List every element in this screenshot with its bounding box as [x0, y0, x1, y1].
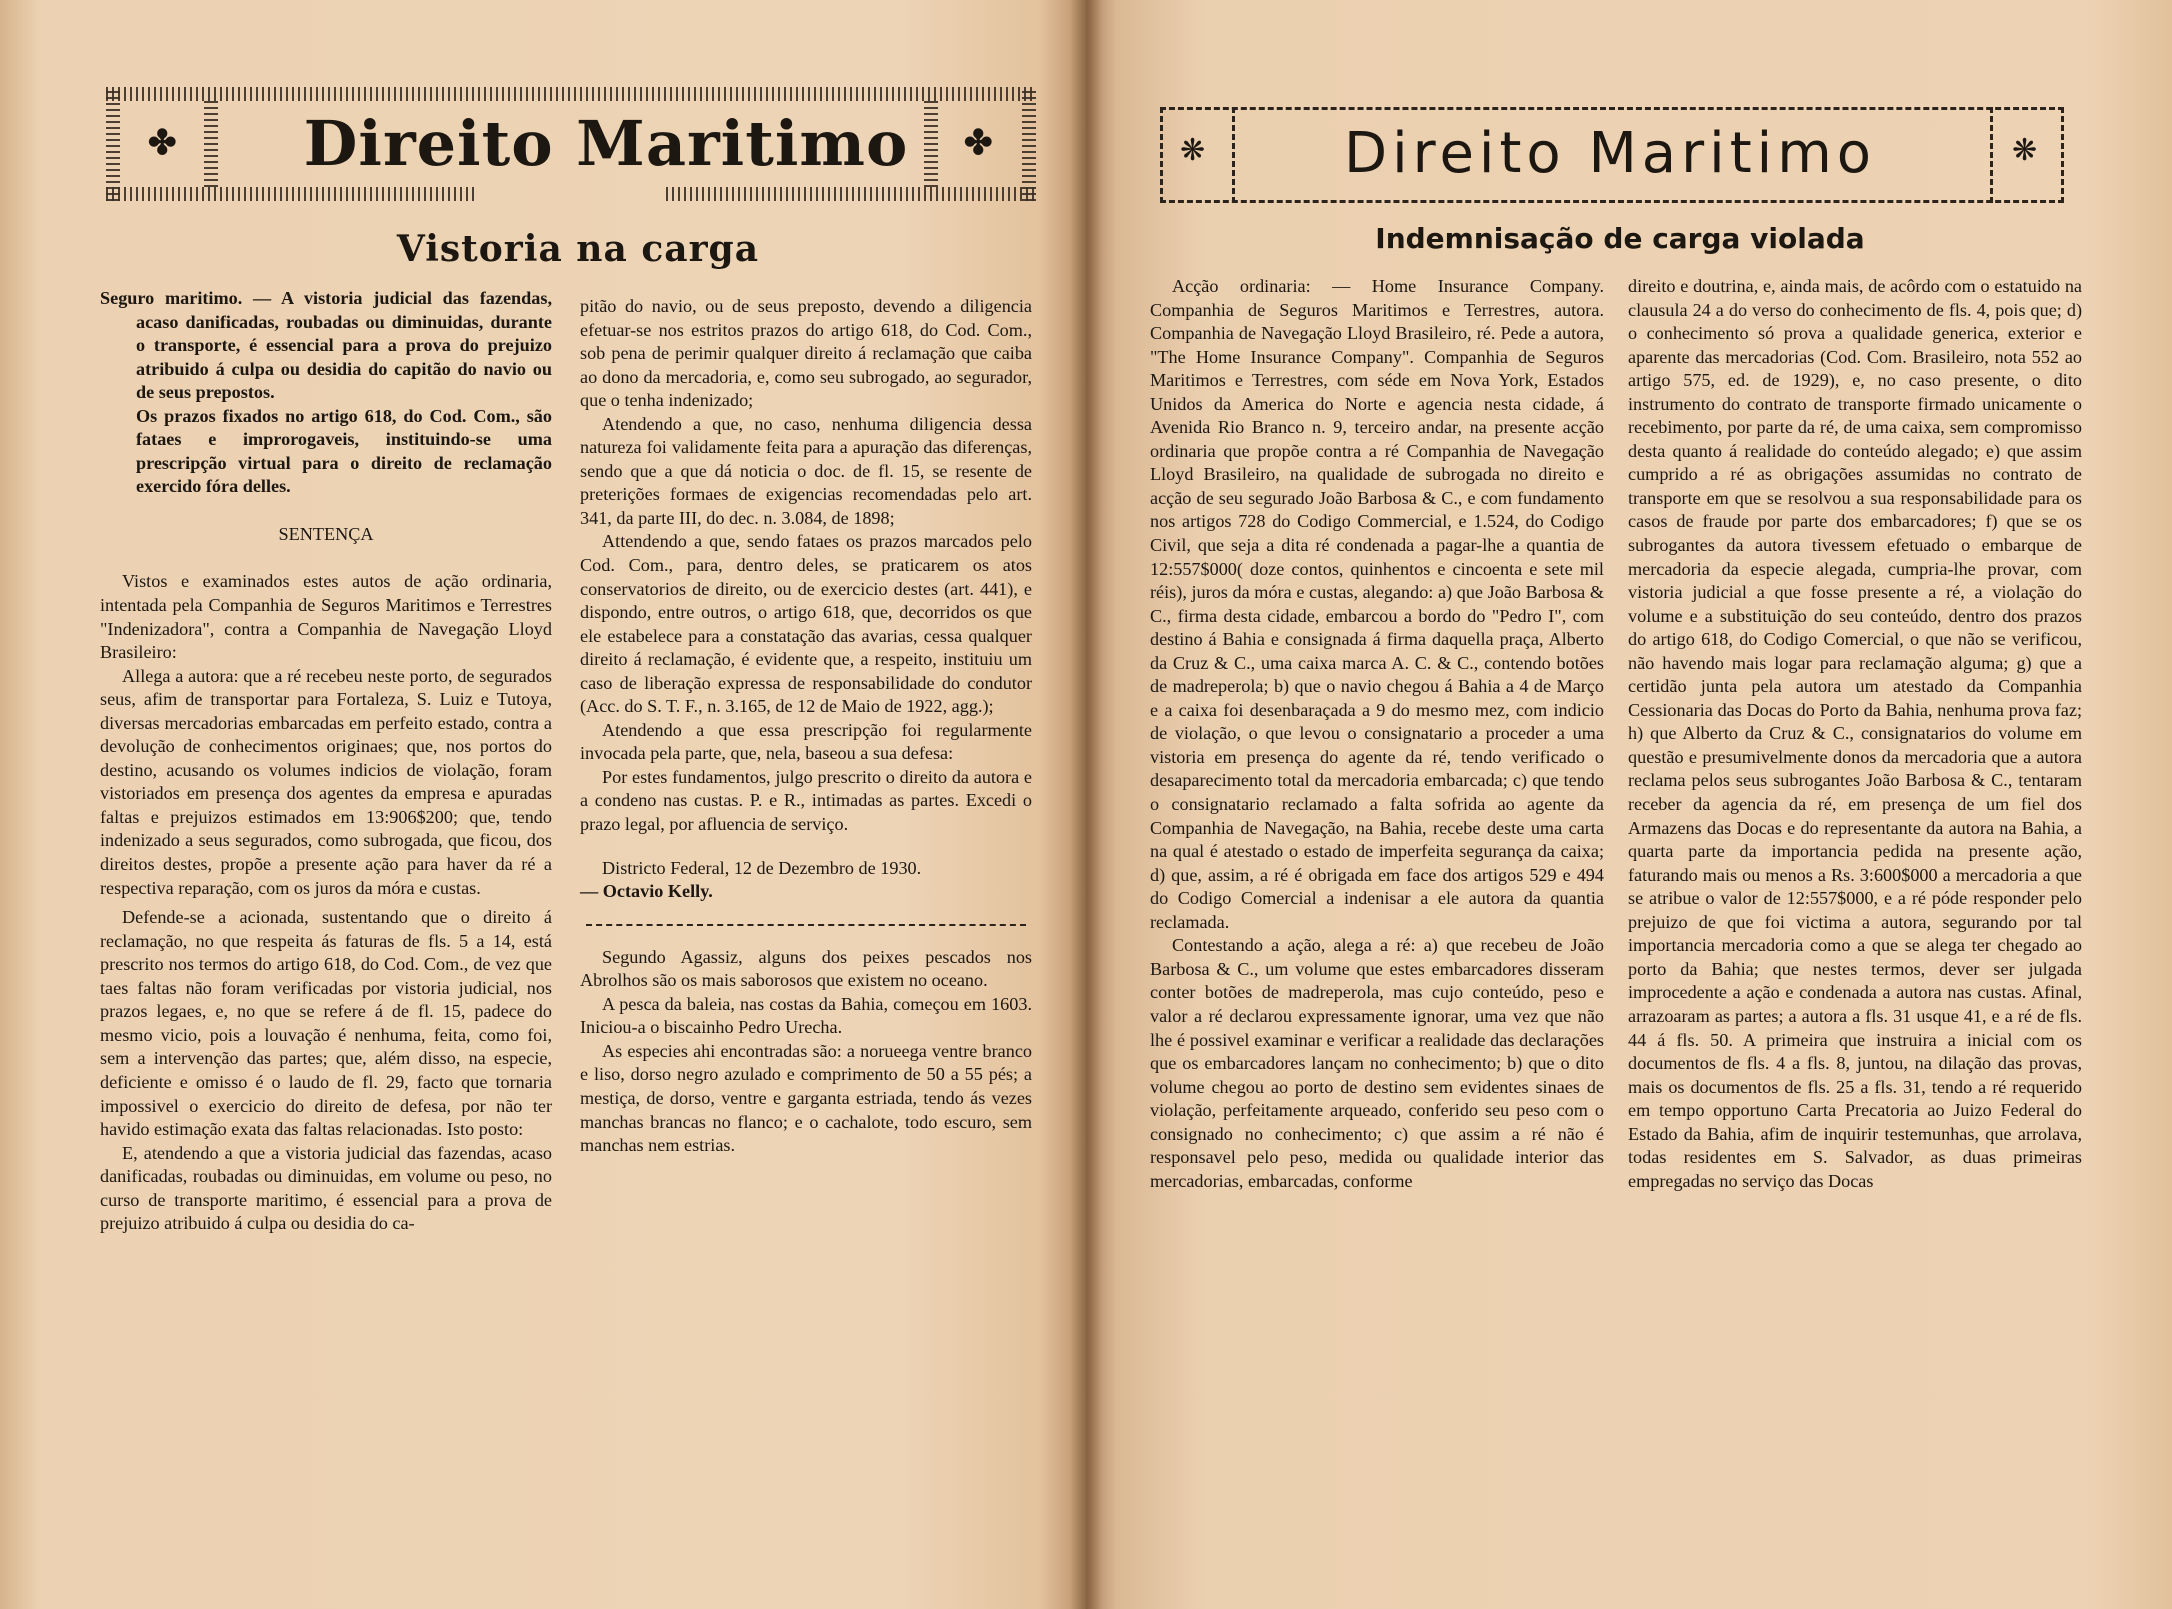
book-gutter [1070, 0, 1102, 1609]
paragraph: Acção ordinaria: — Home Insurance Company. Companhia de Seguros Maritimos e Terrestres, autora. Companhia de Navegação Lloyd Brasileiro, ré. Pede a autora, "The Home Insurance Company". Companhia de Seguros Maritimos e Terrestres, com séde em Nova York, Estados Unidos da America do Norte e agencia nesta cidade, á Avenida Rio Branco n. 9, terceiro andar, na presente acção ordinaria que propõe contra a ré Companhia de Navegação Lloyd Brasileiro, na qualidade de subrogada no direito e acção de seu segurado João Barbosa & C., e com fundamento nos artigos 728 do Codigo Commercial, e 1.524, do Codigo Civil, que seja a dita ré condenada a pagar-lhe a quantia de 12:557$000( doze contos, quinhentos e cincoenta e sete mil réis), juros da móra e custas, alegando: a) que João Barbosa & C., firma desta cidade, embarcou a bordo do "Pedro I", com destino á Bahia e consignada á firma daquella praça, Alberto da Cruz & C., uma caixa marca A. C. & C., contendo botões de madreperola; b) que o navio chegou á Bahia a 4 de Março e a caixa foi desenbaraçada a 9 do mesmo mez, com indicio de violação, o que levou o consignatario a proceder a uma vistoria em presença do agente da ré, tendo verificado o desaparecimento total da mercadoria embarcada; c) que tendo o consignatario reclamado a falta sofrida ao agente da Companhia de Navegação, na Bahia, recebe deste uma carta na qual é atestado o estado de imperfeita segurança da caixa; d) que, assim, a ré é obrigada em face dos artigos 529 e 494 do Codigo Comercial a indenisar a ele autora da quantia reclamada. [1150, 276, 1604, 932]
dashed-border-top [1160, 107, 2064, 110]
dashed-border-right [2061, 107, 2064, 203]
paragraph: Contestando a ação, alega a ré: a) que recebeu de João Barbosa & C., um volume que estes embarcadores disseram conter botões de madreperola, mas cujo conteúdo, peso e valor a ré declarou expressamente ignorar, uma vez que não lhe é possivel examinar e verificar a realidade das declarações que os embarcadores lançam no conhecimento; b) que o dito volume chegou ao porto de destino sem evidentes sinaes de violação, perfeitamente arqueado, conferido seu peso com o consignado no conhecimento; c) que assim a ré não é responsavel pelo peso, medida ou qualidade interior das mercadorias, embarcadas, conforme [1150, 935, 1604, 1191]
dashed-divider-left [1232, 107, 1235, 203]
paragraph: Atendendo a que essa prescripção foi regularmente invocada pela parte, que, nela, baseou a sua defesa: [580, 719, 1032, 764]
flower-ornament-icon: ✤ [148, 125, 177, 162]
signature-name: — Octavio Kelly. [580, 881, 713, 902]
left-column-1 [100, 287, 552, 1236]
paragraph: direito e doutrina, e, ainda mais, de acôrdo com o estatuido na clausula 24 a do verso do conhecimento de fls. 4, pois que; d) o conhecimento só prova a qualidade generica, exterior e aparente das mercadorias (Cod. Com. Brasileiro, nota 552 ao artigo 575, ed. de 1929), e, no caso presente, o dito instrumento do contrato de transporte firmado unicamente o recebimento, por parte da ré, de uma caixa, sem compromisso desta quanto á realidade do conteúdo alegado; e) que assim cumprido a ré as obrigações assumidas no contrato de transporte em que se resolvou a sua responsabilidade para os casos de fraude por parte dos embarcadores; f) que se os subrogantes da autora tivessem efetuado o embarque de mercadoria da especie alegada, cumpria-lhe provar, com vistoria judicial a que fosse presente a ré, a violação do volume e a substituição do seu conteúdo, dentro dos prazos do artigo 618, do Codigo Comercial, o que não se verificou, não havendo mais logar para reclamação alguma; g) que a certidão junta pela autora um atestado da Companhia Cessionaria das Docas do Porto da Bahia, nenhuma prova faz; h) que Alberto da Cruz & C., consignatarios do volume em questão e presumivelmente donos da mercadoria que a autora reclama pelos seus subrogantes João Barbosa & C., tentaram receber da agencia da ré, em presença de um fiel dos Armazens das Docas e do representante da autora na Bahia, a quarta parte da importancia pedida na presente ação, faturando mais ou menos a Rs. 3:600$000 a mercadoria a que se atribue o valor de 12:557$000, e a ré póde responder pelo prejuizo de que foi victima a autora, segurando por tal importancia mercadoria como a que se alega ter chegado ao porto da Bahia; que nestes termos, dever ser julgada improcedente a ação e condenada a autora nas custas. Afinal, arrazoaram as partes; a autora a fls. 31 usque 41, e a ré de fls. 44 á fls. 50. A primeira que instruira a inicial com os documentos de fls. 4 a fls. 8, juntou, na dilação das provas, mais os documentos de fls. 25 a fls. 31, tendo a ré requerido em tempo opportuno Carta Precatoria ao Juizo Federal do Estado da Bahia, afim de inquirir testemunhas, que arrolava, todas residentes em S. Salvador, as duas primeiras empregadas no serviço das Docas [1628, 276, 2082, 1191]
paragraph: pitão do navio, ou de seus preposto, devendo a diligencia efetuar-se nos estritos prazos do artigo 618, do Cod. Com., sob pena de perimir qualquer direito á reclamação que caiba ao dono da mercadoria, e, como seu subrogado, ao segurador, que o tenha indenizado; [580, 296, 1032, 411]
paragraph: Defende-se a acionada, sustentando que o direito á reclamação, no que respeita ás faturas de fls. 5 a 14, está prescrito nos termos do artigo 618, do Cod. Com., de vez que taes faltas não foram verificadas por vistoria judicial, nos prazos legaes, e, no que se refere á de fl. 15, padece do mesmo vicio, pois a louvação é nenhuma, feita, como foi, sem a intervenção das partes; que, além disso, na especie, deficiente e omisso é o laudo de fl. 29, facto que tornaria impossivel o exercicio do direito de defesa, por não ter havido estimação exata das faltas relacionadas. Isto posto: [100, 907, 552, 1140]
article-title: Vistoria na carga [396, 228, 760, 270]
left-column-2 [580, 295, 1032, 1158]
asterisk-ornament-icon: ❋ [2012, 134, 2038, 167]
paragraph: E, atendendo a que a vistoria judicial das fazendas, acaso danificadas, roubadas ou diminuidas, em volume ou peso, no curso de transporte maritimo, é essencial para a prova de prejuizo atribuido á culpa ou desidia do ca- [100, 1142, 552, 1234]
summary-paragraph: Seguro maritimo. — A vistoria judicial das fazendas, acaso danificadas, roubadas ou diminuidas, durante o transporte, é essencial para a prova do prejuizo atribuido á culpa ou desidia do capitão do navio ou de seus prepostos. [100, 288, 552, 403]
paragraph: Allega a autora: que a ré recebeu neste porto, de segurados seus, afim de transportar para Fortaleza, S. Luiz e Tutoya, diversas mercadorias embarcadas em perfeito estado, contra a devolução de conhecimentos originaes; que, nos portos do destino, acusando os volumes indicios de violação, foram vistoriados em presença dos agentes da empresa e apuradas faltas e prejuizos estimados em 13:906$200; que, tendo indenizado a seus segurados, como subrogada, que ficou, dos direitos destes, propõe a presente ação para haver da ré a respectiva reparação, com os juros da móra e custas. [100, 665, 552, 898]
signature-place: Districto Federal, 12 de Dezembro de 1930. [602, 857, 922, 878]
left-header-banner [106, 87, 1036, 207]
asterisk-ornament-icon: ❋ [1180, 134, 1206, 167]
section-header: Direito Maritimo [1343, 121, 1877, 186]
paragraph: Attendendo a que, sendo fataes os prazos marcados pelo Cod. Com., para, dentro deles, se praticarem os atos conservatorios de direito, ou de exercicio destes (art. 441), e dispondo, entre outros, o artigo 618, que, decorridos os que ele estabelece para a constatação das avarias, cessa qualquer direito á reclamação, é evidente que, a respeito, instituiu um caso de liberação expressa de responsabilidade do condutor (Acc. do S. T. F., n. 3.165, de 12 de Maio de 1922, agg.); [580, 531, 1032, 717]
dashed-divider [586, 924, 1026, 926]
right-column-1 [1150, 275, 1604, 1193]
meander-border-bottom-left [106, 187, 476, 201]
section-header: Direito Maritimo [303, 107, 909, 180]
dashed-border-left [1160, 107, 1163, 203]
meander-border-right [1022, 87, 1036, 201]
paragraph: As especies ahi encontradas são: a norueega ventre branco e liso, dorso negro azulado e comprimento de 50 a 55 pés; a mestiça, de dorso, ventre e garganta estriada, tendo ás vezes manchas brancas no flanco; e o cachalote, todo escuro, sem manchas nem estrias. [580, 1040, 1032, 1156]
dashed-border-bottom [1160, 200, 2064, 203]
right-column-2 [1628, 275, 2082, 1193]
right-header-banner [1160, 107, 2064, 203]
paragraph: Atendendo a que, no caso, nenhuma diligencia dessa natureza foi validamente feita para a apuração das diferenças, sendo que a que dá noticia o doc. de fl. 15, se resente de preterições formaes de exigencias recomendadas pelo art. 341, da parte III, do dec. n. 3.084, de 1898; [580, 413, 1032, 528]
summary-paragraph: Os prazos fixados no artigo 618, do Cod. Com., são fataes e improrogaveis, instituindo-se uma prescripção virtual para o direito de reclamação exercido fóra delles. [136, 405, 552, 497]
meander-divider-left [204, 101, 218, 187]
sentence-heading: SENTENÇA [278, 523, 374, 544]
meander-border-top [106, 87, 1036, 101]
paragraph: Segundo Agassiz, alguns dos peixes pescados nos Abrolhos são os mais saborosos que existem no oceano. [580, 946, 1032, 991]
flower-ornament-icon: ✤ [964, 125, 993, 162]
meander-border-bottom-right [666, 187, 1036, 201]
article-title: Indemnisação de carga violada [1375, 222, 1865, 255]
meander-border-left [106, 87, 120, 201]
paragraph: A pesca da baleia, nas costas da Bahia, começou em 1603. Iniciou-a o biscainho Pedro Urecha. [580, 993, 1032, 1038]
paragraph: Vistos e examinados estes autos de ação ordinaria, intentada pela Companhia de Seguros Maritimos e Terrestres "Indenizadora", contra a Companhia de Navegação Lloyd Brasileiro: [100, 571, 552, 663]
paragraph: Por estes fundamentos, julgo prescrito o direito da autora e a condeno nas custas. P. e R., intimadas as partes. Excedi o prazo legal, por afluencia de serviço. [580, 766, 1032, 835]
dashed-divider-right [1990, 107, 1993, 203]
